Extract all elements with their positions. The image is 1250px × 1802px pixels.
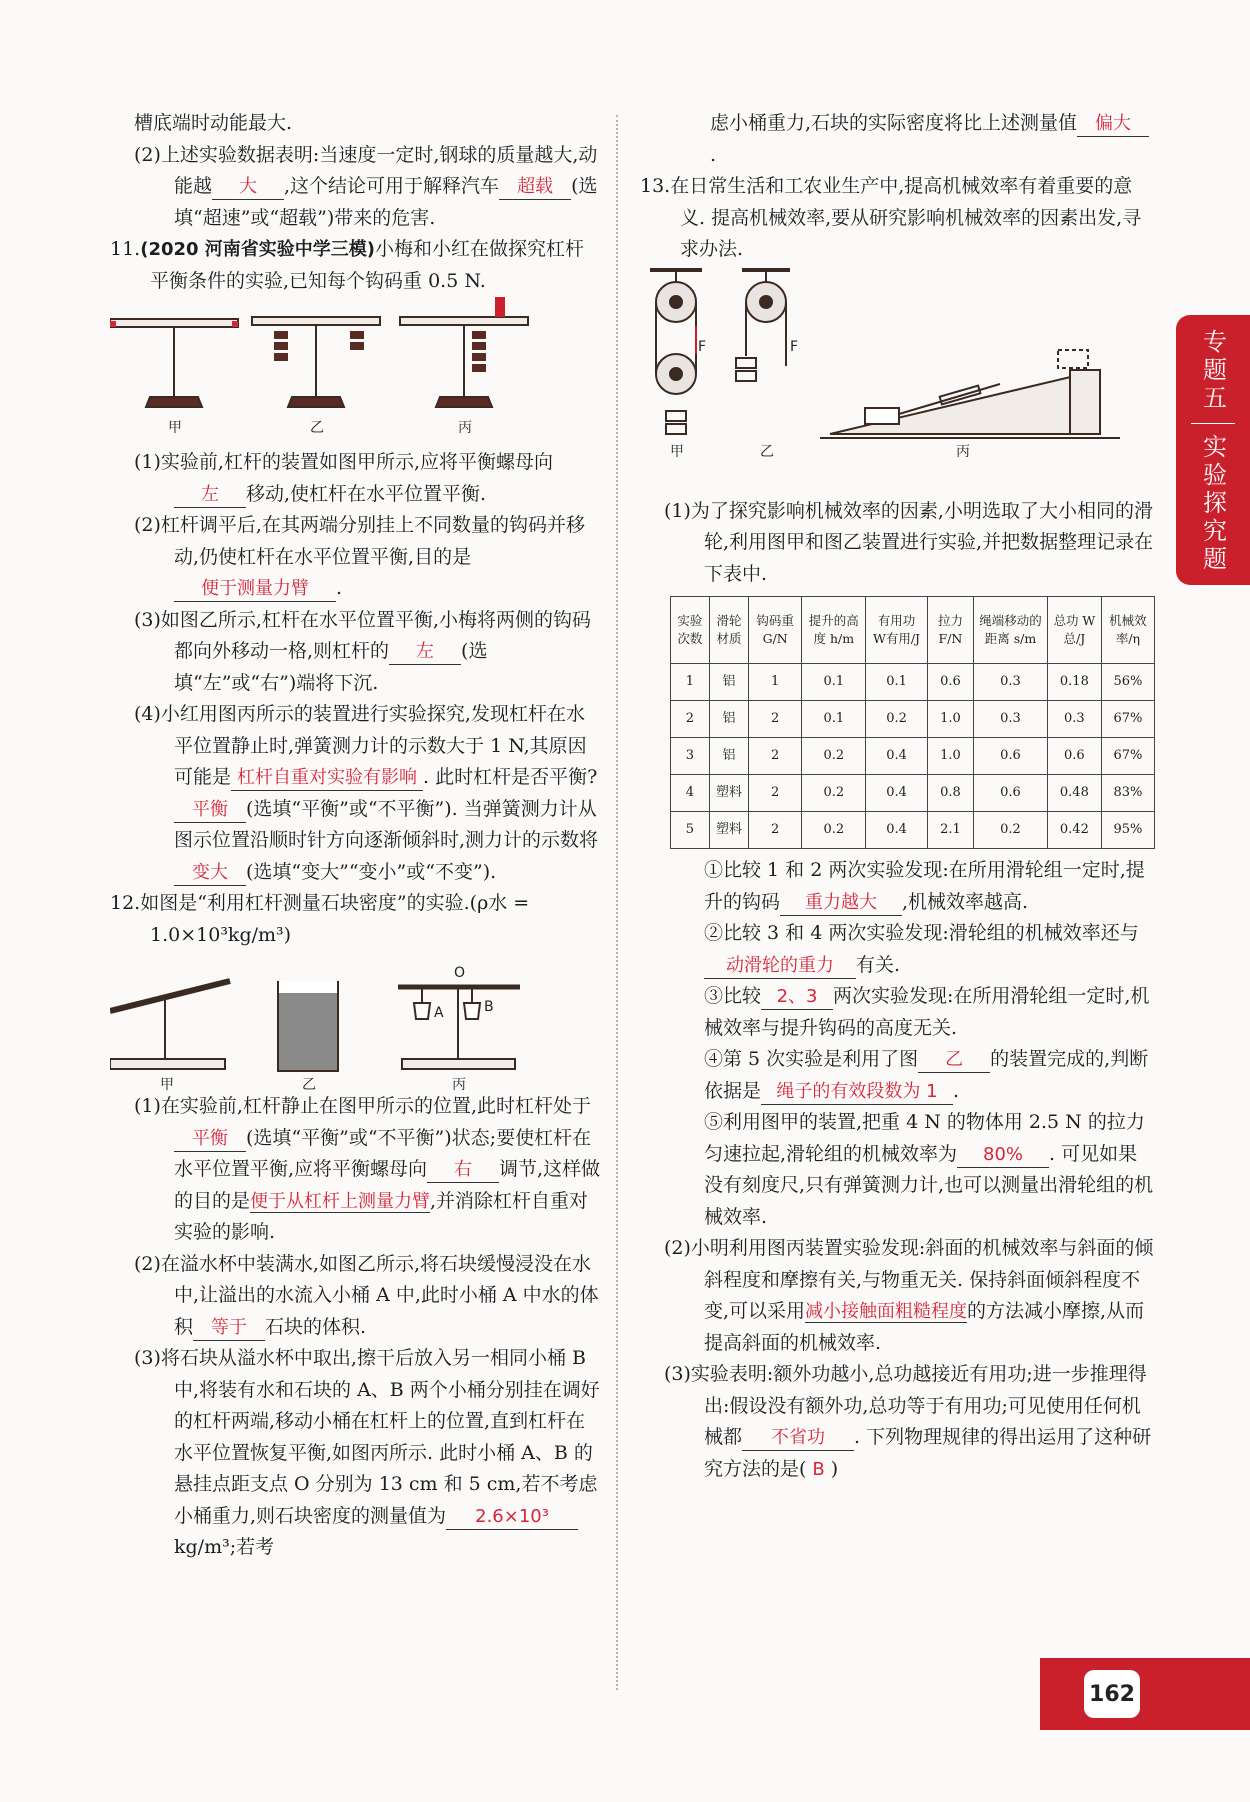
figure-13-pulleys — [640, 266, 1155, 496]
fig12-label-jia: 甲 — [160, 1077, 174, 1091]
answer-blank[interactable]: 减小接触面粗糙程度 — [805, 1301, 968, 1322]
table-cell: 0.2 — [866, 701, 928, 738]
fig13-force-jia: F — [698, 338, 707, 355]
answer-blank[interactable]: 左 — [389, 640, 461, 665]
fig12-mark-a: A — [434, 1005, 444, 1021]
col-header: 滑轮材质 — [709, 597, 748, 664]
answer-blank[interactable]: 左 — [174, 483, 246, 508]
answer-blank[interactable]: 大 — [212, 175, 284, 200]
col-header: 绳端移动的距离 s/m — [974, 597, 1048, 664]
q10-continuation: 槽底端时动能最大. — [134, 112, 293, 134]
table-cell: 0.6 — [927, 664, 973, 701]
q13-compare3: ③比较 2、3 两次实验发现:在所用滑轮组一定时,机械效率与提升钩码的高度无关. — [704, 985, 1150, 1039]
q12-part2: (2)在溢水杯中装满水,如图乙所示,将石块缓慢浸没在水中,让溢出的水流入小桶 A 中,此时小桶 A 中水的体积 等于 石块的体积. — [110, 1249, 602, 1344]
table-cell: 0.1 — [802, 664, 866, 701]
table-cell: 1 — [671, 664, 710, 701]
table-cell: 铝 — [709, 738, 748, 775]
fig12-label-bing: 丙 — [452, 1077, 466, 1091]
col-header: 机械效率/η — [1101, 597, 1154, 664]
q11-part2: (2)杠杆调平后,在其两端分别挂上不同数量的钩码并移动,仍使杠杆在水平位置平衡,目的是便于测量力臂 . — [110, 510, 602, 605]
q11-part3: (3)如图乙所示,杠杆在水平位置平衡,小梅将两侧的钩码都向外移动一格,则杠杆的 左 (选填“左”或“右”)端将下沉. — [134, 608, 591, 694]
col-header: 总功 W总/J — [1047, 597, 1101, 664]
q10-part2: (2)上述实验数据表明:当速度一定时,钢球的质量越大,动能越 大 ,这个结论可用于解释汽车 超载 (选填“超速”或“超载”)带来的危害. — [134, 143, 598, 229]
fig12-label-yi: 乙 — [302, 1077, 316, 1091]
table-cell: 0.42 — [1047, 812, 1101, 849]
choice-answer[interactable]: B — [812, 1458, 825, 1480]
section-tab — [1176, 315, 1250, 585]
table-cell: 0.1 — [802, 701, 866, 738]
q12-part3: (3)将石块从溢水杯中取出,擦干后放入另一相同小桶 B 中,将装有水和石块的 A、B 两个小桶分别挂在调好的杠杆两端,移动小桶在杠杆上的位置,直到杠杆在水平位置恢复平衡,如图丙所示. 此时小桶 A、B 的悬挂点距支点 O 分别为 13 cm 和 5 cm,若不考虑小桶重力,则石块密度的测量值为 2.6×10³kg/m³;若考 — [134, 1347, 600, 1558]
answer-blank[interactable]: 动滑轮的重力 — [704, 954, 856, 979]
table-cell: 0.18 — [1047, 664, 1101, 701]
q13-compare4: ④第 5 次实验是利用了图 乙 的装置完成的,判断依据是 绳子的有效段数为 1 . — [640, 1044, 1155, 1107]
data-table — [670, 596, 1155, 849]
table-cell: 铝 — [709, 664, 748, 701]
fig13-label-bing: 丙 — [956, 443, 970, 460]
col-header: 拉力 F/N — [927, 597, 973, 664]
answer-blank[interactable]: 不省功 — [742, 1426, 854, 1451]
table-cell: 67% — [1101, 738, 1154, 775]
table-cell: 0.3 — [1047, 701, 1101, 738]
page-number: 162 — [1084, 1670, 1140, 1718]
table-cell: 1.0 — [927, 701, 973, 738]
table-row — [671, 664, 1155, 701]
left-column — [110, 108, 602, 1564]
column-divider — [616, 115, 618, 1690]
table-cell: 0.2 — [974, 812, 1048, 849]
table-cell: 0.6 — [1047, 738, 1101, 775]
answer-blank[interactable]: 超载 — [499, 175, 571, 200]
fig12-mark-o: O — [454, 965, 466, 981]
table-cell: 83% — [1101, 775, 1154, 812]
answer-blank[interactable]: 杠杆自重对实验有影响 — [231, 766, 423, 791]
table-cell: 2 — [671, 701, 710, 738]
table-header-row — [671, 597, 1155, 664]
q11-stem: 11.(2020 河南省实验中学三模)小梅和小红在做探究杠杆平衡条件的实验,已知每个钩码重 0.5 N. — [110, 238, 585, 292]
fig13-label-jia: 甲 — [670, 443, 684, 460]
table-cell: 0.4 — [866, 775, 928, 812]
answer-blank[interactable]: 乙 — [918, 1048, 990, 1073]
table-cell: 塑料 — [709, 812, 748, 849]
table-cell: 2 — [749, 738, 802, 775]
table-cell: 0.1 — [866, 664, 928, 701]
col-header: 实验次数 — [671, 597, 710, 664]
q13-part2: (2)小明利用图丙装置实验发现:斜面的机械效率与斜面的倾斜程度和摩擦有关,与物重无关. 保持斜面倾斜程度不变,可以采用减小接触面粗糙程度的方法减小摩擦,从而提高斜面的机械效率. — [664, 1237, 1154, 1354]
answer-blank[interactable]: 2.6×10³ — [446, 1505, 578, 1530]
q12-continuation: 虑小桶重力,石块的实际密度将比上述测量值 偏大. — [640, 108, 1155, 171]
q13-compare2: ②比较 3 和 4 两次实验发现:滑轮组的机械效率还与动滑轮的重力 有关. — [640, 918, 1155, 981]
table-cell: 56% — [1101, 664, 1154, 701]
table-cell: 0.2 — [802, 738, 866, 775]
fig11-label-jia: 甲 — [168, 420, 182, 436]
answer-blank[interactable]: 2、3 — [761, 985, 833, 1010]
q13-compare5: ⑤利用图甲的装置,把重 4 N 的物体用 2.5 N 的拉力匀速拉起,滑轮组的机械效率为 80% . 可见如果没有刻度尺,只有弹簧测力计,也可以测量出滑轮组的机械效率. — [704, 1111, 1154, 1228]
fig12-mark-b: B — [484, 999, 494, 1015]
answer-blank[interactable]: 便于测量力臂 — [174, 577, 336, 602]
q13-part3: (3)实验表明:额外功越小,总功越接近有用功;进一步推理得出:假设没有额外功,总功等于有用功;可见使用任何机械都 不省功 . 下列物理规律的得出运用了这种研究方法的是( B ) — [664, 1363, 1152, 1480]
q13-part1: (1)为了探究影响机械效率的因素,小明选取了大小相同的滑轮,利用图甲和图乙装置进行实验,并把数据整理记录在下表中. — [664, 499, 1154, 585]
table-cell: 0.2 — [802, 775, 866, 812]
tab-title: 实验探究题 — [1198, 434, 1227, 574]
table-cell: 0.3 — [974, 664, 1048, 701]
answer-blank[interactable]: 右 — [427, 1158, 499, 1183]
tab-topic: 专题五 — [1198, 329, 1227, 413]
table-cell: 0.6 — [974, 775, 1048, 812]
table-cell: 2 — [749, 701, 802, 738]
q11-source: (2020 河南省实验中学三模) — [140, 239, 376, 260]
table-cell: 0.3 — [974, 701, 1048, 738]
table-cell: 塑料 — [709, 775, 748, 812]
answer-blank[interactable]: 80% — [957, 1143, 1049, 1168]
answer-blank[interactable]: 平衡 — [174, 798, 246, 823]
fig13-label-yi: 乙 — [760, 443, 774, 460]
q12-part1: (1)在实验前,杠杆静止在图甲所示的位置,此时杠杆处于平衡 (选填“平衡”或“不平衡”)状态;要使杠杆在水平位置平衡,应将平衡螺母向 右 调节,这样做的目的是便于从杠杆上测量力臂,并消除杠杆自重对实验的影响. — [134, 1095, 601, 1243]
answer-blank[interactable]: 便于从杠杆上测量力臂 — [250, 1190, 431, 1212]
q13-compare1: ①比较 1 和 2 两次实验发现:在所用滑轮组一定时,提升的钩码 重力越大 ,机械效率越高. — [640, 855, 1155, 918]
answer-blank[interactable]: 重力越大 — [780, 891, 902, 916]
table-cell: 5 — [671, 812, 710, 849]
table-cell: 1 — [749, 664, 802, 701]
page-number-band — [1040, 1658, 1250, 1730]
table-body — [671, 664, 1155, 849]
col-header: 有用功 W有用/J — [866, 597, 928, 664]
col-header: 钩码重 G/N — [749, 597, 802, 664]
q12-stem: 12.如图是“利用杠杆测量石块密度”的实验.(ρ水 = 1.0×10³kg/m³) — [110, 892, 530, 946]
q11-part1: (1)实验前,杠杆的装置如图甲所示,应将平衡螺母向左 移动,使杠杆在水平位置平衡. — [110, 447, 602, 510]
q13-stem: 13.在日常生活和工农业生产中,提高机械效率有着重要的意义. 提高机械效率,要从研究影响机械效率的因素出发,寻求办法. — [640, 175, 1142, 260]
table-row — [671, 775, 1155, 812]
table-cell: 0.8 — [927, 775, 973, 812]
table-cell: 0.48 — [1047, 775, 1101, 812]
table-cell: 铝 — [709, 701, 748, 738]
table-cell: 2.1 — [927, 812, 973, 849]
table-cell: 0.6 — [974, 738, 1048, 775]
right-column — [640, 108, 1155, 1485]
answer-blank[interactable]: 偏大 — [1077, 112, 1149, 137]
table-cell: 3 — [671, 738, 710, 775]
table-cell: 1.0 — [927, 738, 973, 775]
table-cell: 0.4 — [866, 738, 928, 775]
fig13-force-yi: F — [790, 338, 799, 355]
table-cell: 67% — [1101, 701, 1154, 738]
table-cell: 4 — [671, 775, 710, 812]
col-header: 提升的高度 h/m — [802, 597, 866, 664]
answer-blank[interactable]: 绳子的有效段数为 1 — [761, 1080, 953, 1105]
figure-11-levers — [110, 297, 602, 447]
figure-12-density — [110, 951, 602, 1091]
fig11-label-bing: 丙 — [458, 420, 472, 436]
answer-blank[interactable]: 等于 — [193, 1316, 265, 1341]
tab-divider — [1191, 423, 1235, 424]
table-row — [671, 812, 1155, 849]
q11-part4: (4)小红用图丙所示的装置进行实验探究,发现杠杆在水平位置静止时,弹簧测力计的示数大于 1 N,其原因可能是 杠杆自重对实验有影响 . 此时杠杆是否平衡?平衡 (选填“平衡”或“不平衡”). 当弹簧测力计从图示位置沿顺时针方向逐渐倾斜时,测力计的示数将变大 (选填“变大”“变小”或“不变”). — [110, 699, 602, 888]
table-row — [671, 701, 1155, 738]
fig11-label-yi: 乙 — [310, 420, 324, 436]
table-row — [671, 738, 1155, 775]
answer-blank[interactable]: 平衡 — [174, 1127, 246, 1152]
table-cell: 2 — [749, 775, 802, 812]
table-cell: 2 — [749, 812, 802, 849]
table-cell: 95% — [1101, 812, 1154, 849]
table-cell: 0.2 — [802, 812, 866, 849]
answer-blank[interactable]: 变大 — [174, 861, 246, 886]
table-cell: 0.4 — [866, 812, 928, 849]
